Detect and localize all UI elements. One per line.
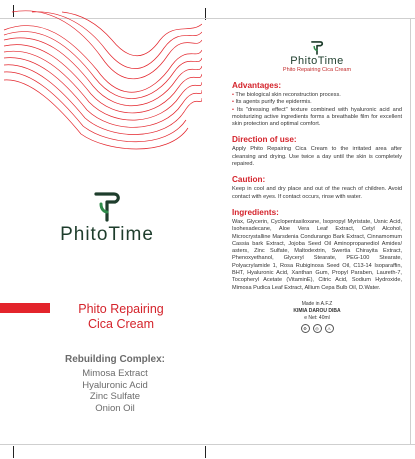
recycle-icon: ♻ [301,324,310,333]
complex-item: Onion Oil [95,402,135,414]
made-in: Made in A.F.Z [301,300,333,307]
product-name [56,302,186,332]
product-name-line2: Cica Cream [88,317,154,331]
advantage-item: • The biological skin reconstruction process. [232,92,341,98]
company-name: KIMIA DAROU DIBA [293,307,341,314]
warning-icon: ⚠ [325,324,334,333]
small-product-name: Phito Repairing Cica Cream [282,67,352,73]
pao-icon: ◎ [313,324,322,333]
advantages-heading: Advantages: [232,81,282,90]
brand-name: PhitoTime [60,224,154,245]
direction-text: Apply Phito Repairing Cica Cream to the irritated area after cleansing and drying. Use twice a day until the skin is completely repaired. [232,146,402,168]
crop-mark-bottom-left [13,446,14,458]
small-brand-name: PhitoTime [290,55,344,67]
symbol-row [232,324,402,333]
advantage-item: • Its "dressing effect" texture combined with hyaluronic acid and moisturizing active ingredients forms a breathable film for excellent skin protection and optimal comfort. [232,106,402,128]
leaf-logo-icon [92,190,122,222]
complex-item: Zinc Sulfate [89,391,141,402]
advantage-item: • Its agents purify the epidermis. [232,99,312,106]
caution-text: Keep in cool and dry place and out of the reach of children. Avoid contact with eyes. If contact occurs, rinse with water. [232,186,402,200]
net-weight: e Net: 40ml [304,314,330,321]
product-name-line1: Phito Repairing [78,302,164,316]
bottom-border [0,444,415,445]
ingredients-heading: Ingredients: [232,207,279,217]
brand-logo [52,190,162,246]
rebuilding-complex [55,354,175,414]
right-border [410,18,411,444]
complex-title: Rebuilding Complex: [65,354,165,365]
wave-pattern [2,10,202,160]
advantages-list [232,92,402,128]
small-brand-logo [232,40,402,74]
direction-heading: Direction of use: [232,135,297,145]
crop-mark-bottom-middle [205,446,206,458]
red-accent-bar [0,303,50,313]
leaf-logo-icon [310,40,324,55]
caution-heading: Caution: [232,175,266,185]
complex-item: Mimosa Extract [82,368,148,379]
ingredients-text: Wax, Glycerin, Cyclopentasiloxane, Isopropyl Myristate, Usnic Acid, Isohexadecane, Aloe Vera Leaf Extract, Cetyl Alcohol, Microcrystalline Marsdenia Condurango Bark Extract, Cinnamomum Cassia bark Extract, Jojoba Seed Oil Aminopropanediol Amides/ asters, Zinc Sulfate, Maltodextrin, Swertia Chirayita Extract, Phenoxyethanol, Glyceryl Stearate, PEG-100 Stearate, Polyacrylamide 1, Rosa Rubiginosa Seed Oil, C13-14 Isoparaffin, BHT, Hyaluronic Acid, Xanthan Gum, Propyl Paraben, Laureth-7, Tocopheryl Acetate (VitaminE), Citric Acid, Sodium Hydroxide, Mimosa Pudica Leaf Extract, Allium Cepa Bulb Oil, D.Water. [232,218,402,291]
complex-item: Hyaluronic Acid [82,379,148,391]
manufacturer-info [232,301,402,333]
info-panel [232,40,402,333]
